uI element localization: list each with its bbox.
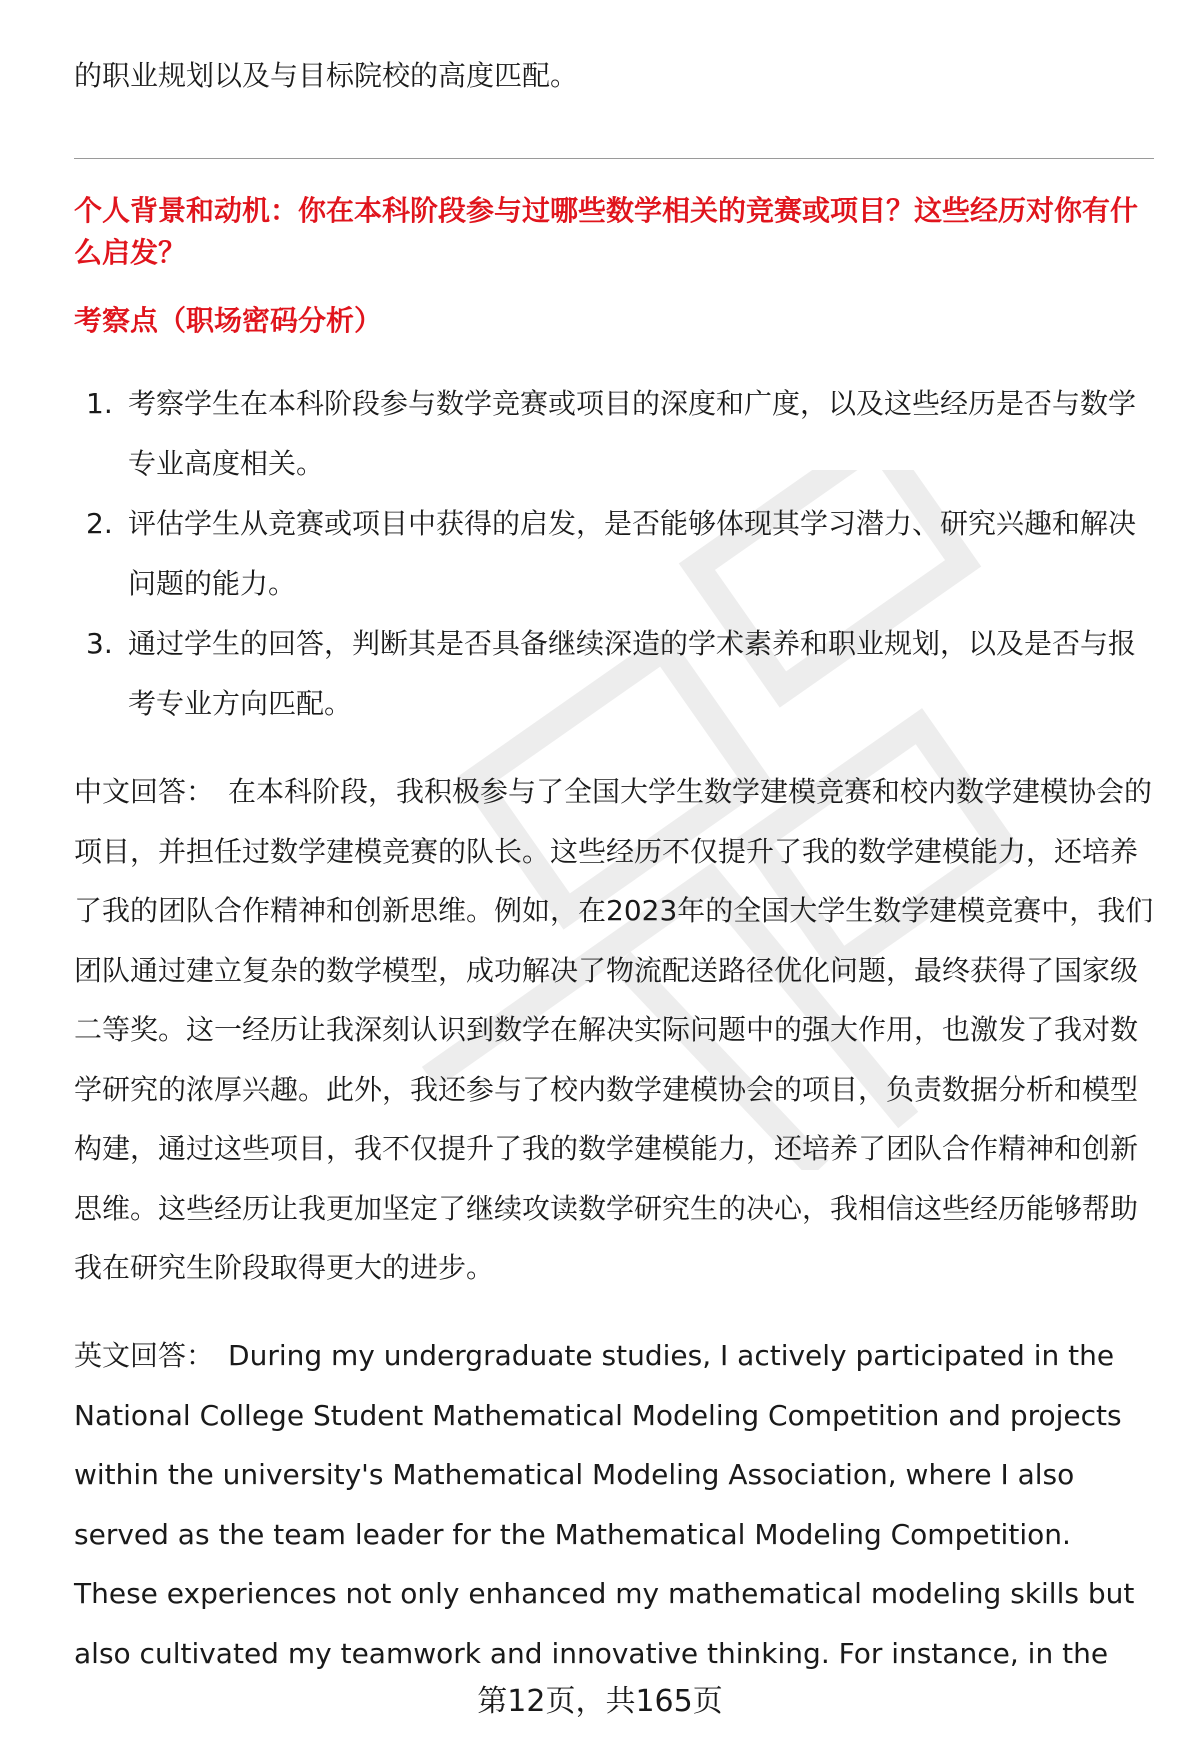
chinese-answer: [74, 762, 1154, 1298]
point-text: 考察学生在本科阶段参与数学竞赛或项目的深度和广度，以及这些经历是否与数学专业高度相关。: [128, 387, 1137, 480]
point-number: 1.: [86, 387, 113, 420]
point-number: 2.: [86, 507, 113, 540]
assessment-point: [74, 374, 1154, 494]
page-number-footer: 第12页，共165页: [477, 1684, 723, 1719]
point-text: 通过学生的回答，判断其是否具备继续深造的学术素养和职业规划，以及是否与报考专业方向匹配。: [128, 627, 1137, 720]
point-text: 评估学生从竞赛或项目中获得的启发，是否能够体现其学习潜力、研究兴趣和解决问题的能力。: [128, 507, 1137, 600]
continuation-text: 的职业规划以及与目标院校的高度匹配。: [74, 59, 579, 92]
chinese-answer-label: 中文回答：: [74, 775, 215, 808]
section-divider: [74, 158, 1154, 159]
assessment-points-list: [74, 374, 1154, 734]
assessment-point: [74, 614, 1154, 734]
chinese-answer-text: 在本科阶段，我积极参与了全国大学生数学建模竞赛和校内数学建模协会的项目，并担任过数学建模竞赛的队长。这些经历不仅提升了我的数学建模能力，还培养了我的团队合作精神和创新思维。例如，在2023年的全国大学生数学建模竞赛中，我们团队通过建立复杂的数学模型，成功解决了物流配送路径优化问题，最终获得了国家级二等奖。这一经历让我深刻认识到数学在解决实际问题中的强大作用，也激发了我对数学研究的浓厚兴趣。此外，我还参与了校内数学建模协会的项目，负责数据分析和模型构建，通过这些项目，我不仅提升了我的数学建模能力，还培养了团队合作精神和创新思维。这些经历让我更加坚定了继续攻读数学研究生的决心，我相信这些经历能够帮助我在研究生阶段取得更大的进步。: [74, 775, 1154, 1284]
assessment-heading: 考察点（职场密码分析）: [74, 304, 383, 337]
english-answer-text: During my undergraduate studies, I actively participated in the National College Student Mathematical Modeling Competition and projects within the university's Mathematical Modeling Association, where I also served as the team leader for the Mathematical Modeling Competition. These experiences not only enhanced my mathematical modeling skills but also cultivated my teamwork and innovative thinking. For instance, in the: [74, 1339, 1135, 1670]
english-answer-label: 英文回答：: [74, 1339, 215, 1372]
english-answer: [74, 1326, 1154, 1683]
point-number: 3.: [86, 627, 113, 660]
question-heading: 个人背景和动机：你在本科阶段参与过哪些数学相关的竞赛或项目？这些经历对你有什么启发？: [74, 194, 1139, 269]
assessment-point: [74, 494, 1154, 614]
